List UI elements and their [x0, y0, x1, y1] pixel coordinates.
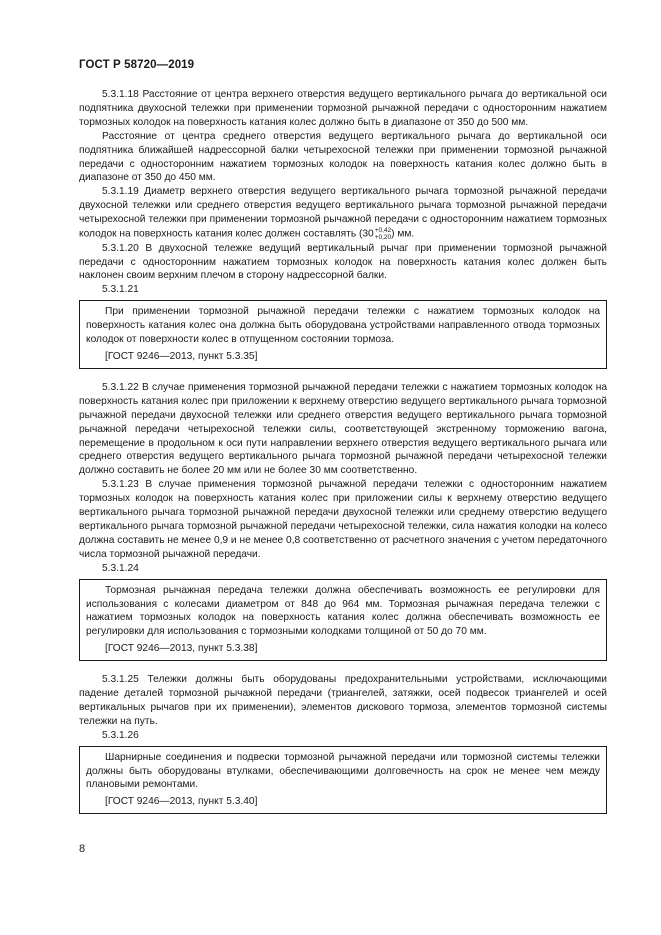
- clause-5-3-1-20: 5.3.1.20 В двухосной тележке ведущий вертикальный рычаг при применении тормозной рычажной передачи с односторонним нажатием тормозных колодок на поверхность катания колес должен быть наклонен своим верхним плечом в сторону надрессорной балки.: [79, 242, 607, 282]
- quoted-text: При применении тормозной рычажной передачи тележки с нажатием тормозных колодок на поверхность катания колес она должна быть оборудована устройствами направленного отвода тормозных колодок от поверхности колес в отпущенном состоянии тормоза.: [86, 306, 600, 346]
- clause-5-3-1-25: 5.3.1.25 Тележки должны быть оборудованы предохранительными устройствами, исключающими падение деталей тормозной рычажной передачи (триангелей, затяжки, осей подвесок триангелей и осей вертикальных рычагов при их применении), элементов дискового тормоза, элементов тормозной системы тележки на путь.: [79, 674, 607, 727]
- clause-5-3-1-24-number: 5.3.1.24: [102, 562, 139, 574]
- clause-5-3-1-19-end: ) мм.: [391, 228, 415, 240]
- tolerance-lower: +0,20: [374, 234, 392, 242]
- tolerance: [375, 227, 391, 241]
- quoted-text: Шарнирные соединения и подвески тормозной рычажной передачи или тормозной системы тележки должны быть оборудованы втулками, обеспечивающими долговечность на срок не менее чем между плановыми ремонтами.: [86, 751, 600, 791]
- clause-5-3-1-19: [79, 185, 607, 241]
- clause-5-3-1-22: 5.3.1.22 В случае применения тормозной рычажной передачи тележки с нажатием тормозных колодок на поверхность катания колес при приложении к верхнему отверстию ведущего вертикального рычага тормозной рычажной передачи двухосной тележки или среднего отверстия ведущего вертикального рычага тормозной рычажной передачи четырехосной тележки силы, соответствующей экстренному торможению вагона, перемещение в продольном к оси пути направлении верхнего отверстия ведущего вертикального рычага или среднего отверстия ведущего вертикального рычага тормозной рычажной передачи четырехосной тележки должно составить не более 20 мм или не более 30 мм соответственно.: [79, 381, 607, 477]
- source-reference: [ГОСТ 9246—2013, пункт 5.3.35]: [105, 351, 258, 362]
- quoted-box-5-3-1-24: [79, 579, 607, 662]
- clause-5-3-1-19-text: 5.3.1.19 Диаметр верхнего отверстия ведущего вертикального рычага тормозной рычажной передачи двухосной тележки или среднего отверстия ведущего вертикального рычага тормозной рычажной передачи четырехосной тележки при применении тормозной рычажной передачи с односторонним нажатием тормозных колодок на поверхность катания колес должен составлять (30: [79, 186, 607, 240]
- clause-5-3-1-26-number: 5.3.1.26: [102, 729, 139, 741]
- clause-5-3-1-21-number: 5.3.1.21: [102, 284, 139, 296]
- clause-5-3-1-18: 5.3.1.18 Расстояние от центра верхнего отверстия ведущего вертикального рычага до вертикальной оси подпятника двухосной тележки при применении тормозной рычажной передачи с односторонним нажатием тормозных колодок на поверхность катания колес должно быть в диапазоне от 350 до 500 мм.: [79, 89, 607, 128]
- page-number: 8: [79, 843, 86, 855]
- clause-5-3-1-18-second: Расстояние от центра среднего отверстия ведущего вертикального рычага до вертикальной оси подпятника ближайшей надрессорной балки четырехосной тележки при применении тормозной рычажной передачи с односторонним нажатием тормозных колодок на поверхность катания колес должно быть в диапазоне от 350 до 450 мм.: [79, 130, 607, 184]
- quoted-box-5-3-1-26: [79, 746, 607, 815]
- quoted-text: Тормозная рычажная передача тележки должна обеспечивать возможность ее регулировки для использования с колесами диаметром от 848 до 964 мм. Тормозная рычажная передача тележки с нажатием тормозных колодок на поверхность катания колес должна обеспечивать возможность ее регулировки для использования с тормозными колодками толщиной от 50 до 70 мм.: [86, 584, 600, 638]
- source-reference: [ГОСТ 9246—2013, пункт 5.3.40]: [105, 796, 258, 808]
- quoted-box-5-3-1-21: [79, 300, 607, 369]
- tolerance-upper: +0,42: [374, 227, 392, 235]
- source-reference: [ГОСТ 9246—2013, пункт 5.3.38]: [105, 643, 258, 655]
- document-header: ГОСТ Р 58720—2019: [79, 59, 195, 71]
- clause-5-3-1-23: 5.3.1.23 В случае применения тормозной рычажной передачи тележки с односторонним нажатием тормозных колодок на поверхность катания колес при приложении силы к верхнему отверстию ведущего вертикального рычага тормозной рычажной передачи двухосной тележки или среднему отверстию ведущего вертикального рычага тормозной рычажной передачи четырехосной тележки, сила нажатия колодки на колесо должна составить не менее 0,9 и не менее 0,8 соответственно от расчетного значения с учетом передаточного числа тормозной рычажной передачи.: [79, 479, 607, 560]
- document-body: [79, 88, 607, 820]
